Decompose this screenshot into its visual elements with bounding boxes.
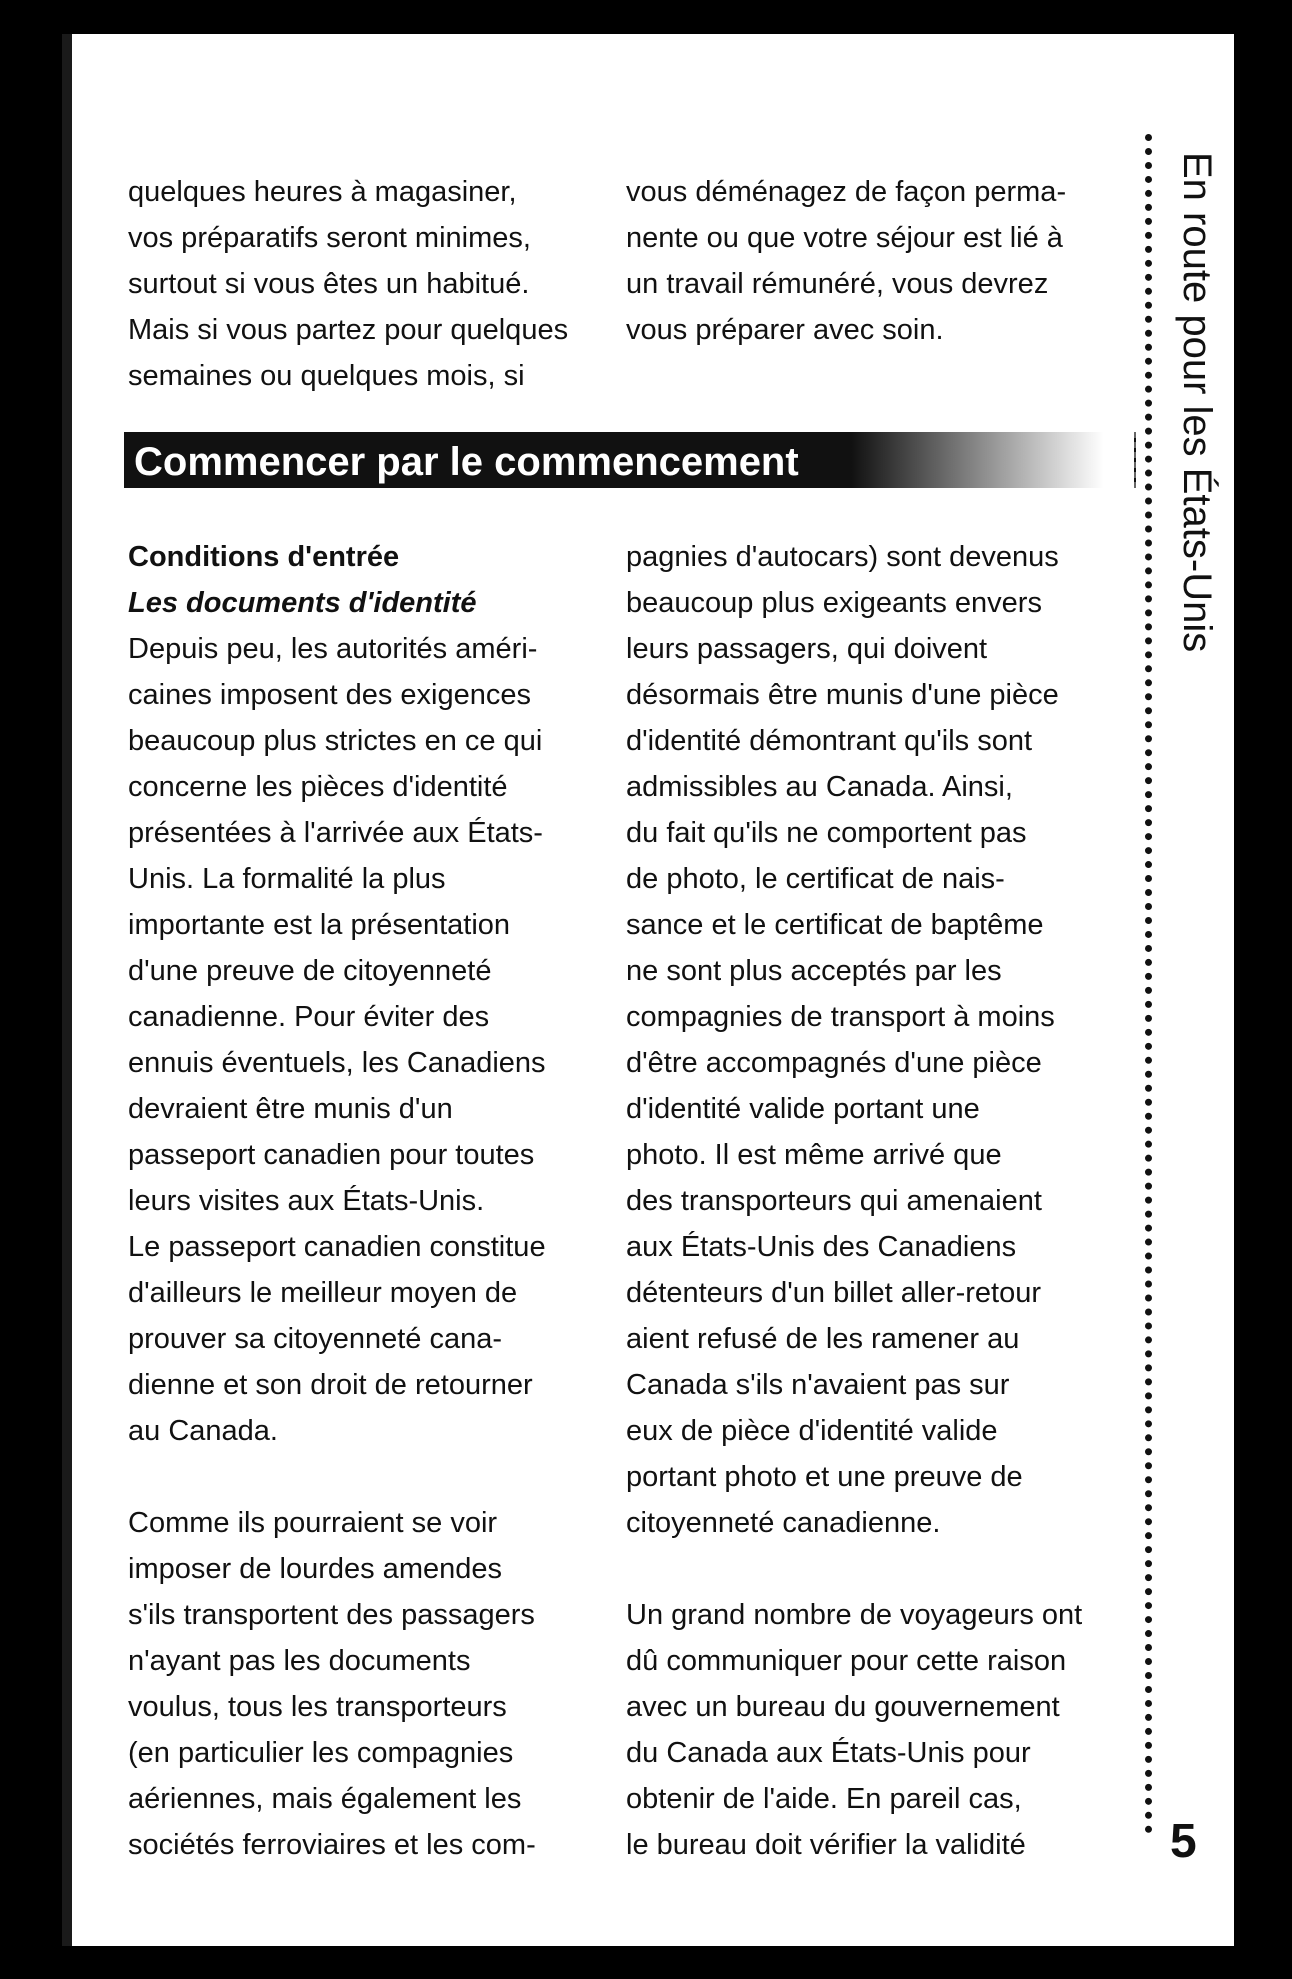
intro-right-column <box>626 169 1086 353</box>
body-right-column <box>626 534 1086 1868</box>
subheading-italic: Les documents d'identité <box>128 587 477 619</box>
body-left-column <box>128 534 588 1868</box>
paragraph-spacer <box>626 1546 1086 1592</box>
left-paragraph-2: Comme ils pourraient se voir imposer de lourdes amendes s'ils transportent des passagers n'ayant pas les documents voulus, tous les transporteurs (en particulier les compagnies aériennes, mais également les sociétés ferroviaires et les com- <box>128 1507 536 1861</box>
dotted-divider <box>1145 134 1152 1834</box>
page-binding-edge <box>62 34 72 1946</box>
intro-right-text: vous déménagez de façon perma- nente ou que votre séjour est lié à un travail rémunéré, vous devrez vous préparer avec soin. <box>626 176 1067 346</box>
subheading: Conditions d'entrée <box>128 541 400 573</box>
right-paragraph-2: Un grand nombre de voyageurs ont dû communiquer pour cette raison avec un bureau du gouvernement du Canada aux États-Unis pour obtenir de l'aide. En pareil cas, le bureau doit vérifier la validité <box>626 1599 1083 1861</box>
document-page <box>62 34 1234 1946</box>
paragraph-spacer <box>128 1454 588 1500</box>
page-number: 5 <box>1170 1815 1197 1868</box>
right-paragraph-1: pagnies d'autocars) sont devenus beaucoup plus exigeants envers leurs passagers, qui doivent désormais être munis d'une pièce d'identité démontrant qu'ils sont admissibles au Canada. Ainsi, du fait qu'ils ne comportent pas de photo, le certificat de nais- sance et le certificat de baptême ne sont plus acceptés par les compagnies de transport à moins d'être accompagnés d'une pièce d'identité valide portant une photo. Il est même arrivé que des transporteurs qui amenaient aux États-Unis des Canadiens détenteurs d'un billet aller-retour aient refusé de les ramener au Canada s'ils n'avaient pas sur eux de pièce d'identité valide portant photo et une preuve de citoyenneté canadienne. <box>626 541 1059 1539</box>
intro-left-text: quelques heures à magasiner, vos préparatifs seront minimes, surtout si vous êtes un habitué. Mais si vous partez pour quelques semaines ou quelques mois, si <box>128 176 569 392</box>
section-heading: Commencer par le commencement <box>134 440 799 484</box>
intro-left-column <box>128 169 588 399</box>
scan-bottom-edge <box>0 1946 1292 1979</box>
left-paragraph-1: Depuis peu, les autorités améri- caines imposent des exigences beaucoup plus strictes en ce qui concerne les pièces d'identité présentées à l'arrivée aux États- Unis. La formalité la plus importante est la présentation d'une preuve de citoyenneté canadienne. Pour éviter des ennuis éventuels, les Canadiens devraient être munis d'un passeport canadien pour toutes leurs visites aux États-Unis. Le passeport canadien constitue d'ailleurs le meilleur moyen de prouver sa citoyenneté cana- dienne et son droit de retourner au Canada. <box>128 633 546 1447</box>
running-header: En route pour les États-Unis <box>1175 152 1219 653</box>
